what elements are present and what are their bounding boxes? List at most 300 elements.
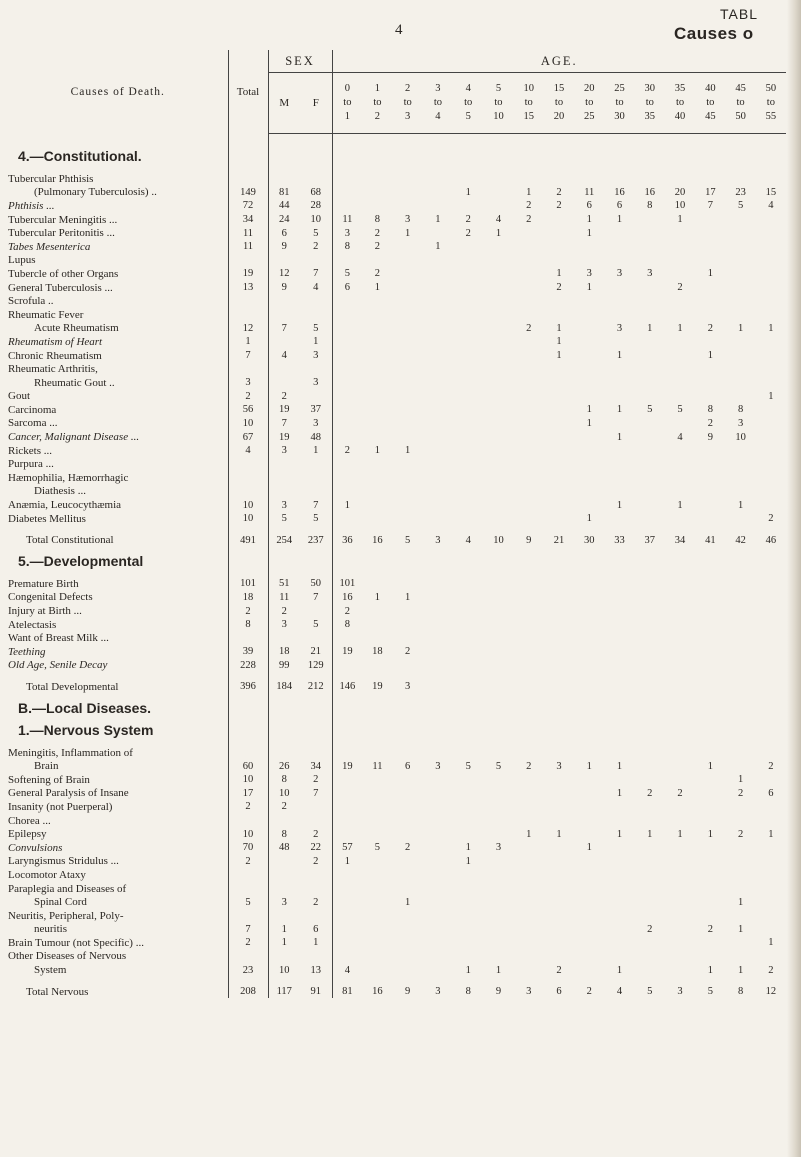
cell-value bbox=[228, 457, 268, 471]
cell-value bbox=[604, 281, 634, 295]
cell-value: 1 bbox=[586, 760, 592, 772]
cell-value bbox=[695, 909, 725, 923]
cell-value bbox=[544, 403, 574, 417]
cell-value bbox=[665, 226, 695, 240]
cell-value: 1 bbox=[707, 760, 713, 772]
cell-value bbox=[725, 471, 755, 485]
cell-value bbox=[635, 294, 665, 308]
cell-value bbox=[332, 814, 362, 828]
cell-value: 72 bbox=[228, 199, 268, 213]
cell-value: 2 bbox=[228, 800, 268, 814]
cell-value bbox=[695, 485, 725, 499]
cell-value bbox=[756, 591, 786, 605]
cell-value bbox=[756, 814, 786, 828]
cell-value bbox=[574, 172, 604, 186]
cell-value bbox=[604, 680, 634, 694]
cell-value bbox=[453, 335, 483, 349]
cell-value bbox=[756, 659, 786, 673]
cell-value bbox=[756, 841, 786, 855]
table-row bbox=[8, 759, 786, 773]
table-row bbox=[8, 827, 786, 841]
cell-value bbox=[604, 308, 634, 322]
cell-value: 4 bbox=[616, 986, 623, 998]
cell-value bbox=[423, 376, 453, 390]
cell-value bbox=[332, 199, 362, 213]
table-row bbox=[8, 963, 786, 977]
age-group-header bbox=[514, 73, 544, 134]
cell-value bbox=[756, 335, 786, 349]
cell-value: 1 bbox=[435, 241, 441, 253]
cell-value bbox=[665, 417, 695, 431]
cell-value bbox=[514, 631, 544, 645]
cell-value bbox=[635, 800, 665, 814]
cell-value bbox=[604, 417, 634, 431]
table-row bbox=[8, 814, 786, 828]
cause-label: Tubercular Peritonitis ... bbox=[8, 226, 228, 240]
cell-value bbox=[483, 485, 513, 499]
age-group-header bbox=[725, 73, 755, 134]
cell-value: 396 bbox=[228, 680, 268, 694]
cause-label: Rheumatism of Heart bbox=[8, 335, 228, 349]
cell-value bbox=[756, 882, 786, 896]
cell-value bbox=[544, 430, 574, 444]
cause-label: Meningitis, Inflammation of bbox=[8, 746, 228, 760]
cell-value bbox=[574, 335, 604, 349]
cell-value bbox=[423, 746, 453, 760]
cell-value bbox=[574, 773, 604, 787]
cell-value bbox=[604, 604, 634, 618]
cell-value: 21 bbox=[300, 645, 332, 659]
cell-value bbox=[695, 471, 725, 485]
cell-value: 57 bbox=[342, 842, 353, 854]
cell-value bbox=[604, 335, 634, 349]
cell-value bbox=[514, 417, 544, 431]
cell-value bbox=[483, 390, 513, 404]
cell-value bbox=[635, 281, 665, 295]
cell-value bbox=[574, 923, 604, 937]
cell-value bbox=[544, 226, 574, 240]
cell-value bbox=[756, 444, 786, 458]
cell-value bbox=[332, 827, 362, 841]
cause-label: Anæmia, Leucocythæmia bbox=[8, 498, 228, 512]
cell-value bbox=[665, 868, 695, 882]
cause-label: Carcinoma bbox=[8, 403, 228, 417]
cell-value bbox=[635, 362, 665, 376]
table-row bbox=[8, 457, 786, 471]
cell-value bbox=[635, 457, 665, 471]
cell-value bbox=[268, 882, 300, 896]
cell-value bbox=[544, 773, 574, 787]
cell-value bbox=[228, 814, 268, 828]
cell-value bbox=[423, 936, 453, 950]
cell-value bbox=[228, 746, 268, 760]
cell-value bbox=[268, 362, 300, 376]
cell-value: 6 bbox=[586, 200, 592, 212]
table-row bbox=[8, 855, 786, 869]
table-row bbox=[8, 895, 786, 909]
cell-value bbox=[332, 335, 362, 349]
cell-value: 1 bbox=[707, 828, 713, 840]
cell-value bbox=[695, 882, 725, 896]
cell-value: 5 bbox=[300, 322, 332, 336]
cell-value bbox=[423, 895, 453, 909]
cell-value bbox=[756, 308, 786, 322]
cell-value bbox=[544, 787, 574, 801]
cell-value bbox=[544, 444, 574, 458]
cell-value: 20 bbox=[674, 186, 686, 198]
cell-value bbox=[453, 909, 483, 923]
cell-value bbox=[544, 240, 574, 254]
cause-label: Gout bbox=[8, 390, 228, 404]
sex-header: SEX bbox=[268, 50, 332, 73]
cell-value bbox=[483, 403, 513, 417]
cell-value bbox=[574, 618, 604, 632]
cell-value: 228 bbox=[228, 659, 268, 673]
cell-value bbox=[544, 868, 574, 882]
cause-label: Softening of Brain bbox=[8, 773, 228, 787]
cell-value bbox=[725, 226, 755, 240]
cell-value bbox=[725, 267, 755, 281]
cell-value: 81 bbox=[342, 986, 353, 998]
cell-value bbox=[604, 773, 634, 787]
cell-value: 5 bbox=[495, 760, 502, 772]
cell-value bbox=[268, 950, 300, 964]
cell-value: 1 bbox=[586, 282, 592, 294]
cell-value bbox=[423, 254, 453, 268]
cell-value bbox=[604, 936, 634, 950]
cell-value: 146 bbox=[339, 681, 356, 693]
cell-value bbox=[604, 659, 634, 673]
cell-value bbox=[604, 618, 634, 632]
cell-value bbox=[756, 950, 786, 964]
cell-value bbox=[635, 390, 665, 404]
cell-value bbox=[453, 457, 483, 471]
cell-value bbox=[423, 172, 453, 186]
cell-value bbox=[332, 936, 362, 950]
cell-value: 13 bbox=[228, 281, 268, 295]
cell-value: 2 bbox=[281, 605, 287, 617]
cell-value: 11 bbox=[228, 226, 268, 240]
age-group-label: to bbox=[645, 97, 654, 108]
cell-value bbox=[423, 909, 453, 923]
cell-value: 5 bbox=[737, 200, 744, 212]
age-group-label: to bbox=[706, 97, 715, 108]
cell-value bbox=[635, 841, 665, 855]
cell-value bbox=[332, 294, 362, 308]
cell-value bbox=[574, 936, 604, 950]
cell-value: 2 bbox=[526, 214, 532, 226]
cell-value bbox=[514, 895, 544, 909]
cell-value bbox=[332, 787, 362, 801]
cell-value bbox=[514, 800, 544, 814]
cell-value: 5 bbox=[677, 404, 683, 416]
cell-value bbox=[665, 512, 695, 526]
cell-value: 3 bbox=[228, 376, 268, 390]
age-group-label: to bbox=[736, 97, 745, 108]
cell-value bbox=[393, 746, 423, 760]
cell-value: 3 bbox=[344, 227, 350, 239]
cell-value bbox=[695, 800, 725, 814]
page-edge bbox=[787, 0, 801, 1157]
cell-value: 10 bbox=[228, 773, 268, 787]
cell-value: 2 bbox=[737, 828, 744, 840]
cell-value bbox=[574, 827, 604, 841]
cell-value: 1 bbox=[677, 499, 683, 511]
cell-value: 6 bbox=[616, 200, 623, 212]
cell-value bbox=[300, 868, 332, 882]
cell-value bbox=[544, 909, 574, 923]
cell-value bbox=[544, 417, 574, 431]
cell-value bbox=[514, 444, 544, 458]
cell-value bbox=[483, 950, 513, 964]
cell-value bbox=[362, 349, 392, 363]
cell-value bbox=[483, 659, 513, 673]
table-row bbox=[8, 533, 786, 547]
cell-value bbox=[635, 882, 665, 896]
cell-value bbox=[756, 800, 786, 814]
age-group-label: to bbox=[554, 97, 564, 108]
cell-value bbox=[362, 430, 392, 444]
cell-value bbox=[514, 240, 544, 254]
cell-value bbox=[453, 294, 483, 308]
cell-value bbox=[228, 631, 268, 645]
age-group-label: 55 bbox=[765, 111, 777, 122]
cell-value bbox=[483, 417, 513, 431]
cause-label: Purpura ... bbox=[8, 457, 228, 471]
cell-value: 1 bbox=[647, 828, 653, 840]
cell-value: 15 bbox=[765, 186, 777, 198]
cell-value: 2 bbox=[228, 936, 268, 950]
cell-value bbox=[574, 390, 604, 404]
cell-value bbox=[300, 814, 332, 828]
cell-value: 5 bbox=[300, 226, 332, 240]
cell-value: 1 bbox=[344, 499, 350, 511]
cell-value bbox=[635, 773, 665, 787]
cell-value bbox=[362, 417, 392, 431]
cell-value bbox=[393, 868, 423, 882]
cell-value bbox=[756, 604, 786, 618]
cell-value bbox=[635, 349, 665, 363]
section-heading: 5.—Developmental bbox=[8, 547, 228, 569]
cell-value: 1 bbox=[374, 445, 381, 457]
cell-value bbox=[635, 759, 665, 773]
cause-label: Rickets ... bbox=[8, 444, 228, 458]
cell-value bbox=[635, 308, 665, 322]
age-group-label: to bbox=[615, 97, 624, 108]
cell-value bbox=[725, 841, 755, 855]
cell-value bbox=[574, 909, 604, 923]
cell-value bbox=[665, 841, 695, 855]
cell-value bbox=[725, 213, 755, 227]
cell-value: 4 bbox=[768, 200, 774, 212]
cell-value bbox=[544, 577, 574, 591]
cell-value bbox=[725, 390, 755, 404]
page-number: 4 bbox=[395, 22, 403, 38]
cell-value bbox=[756, 376, 786, 390]
cell-value: 19 bbox=[279, 431, 290, 443]
cell-value: 2 bbox=[677, 787, 683, 799]
cell-value bbox=[514, 254, 544, 268]
cell-value: 16 bbox=[614, 186, 625, 198]
cell-value bbox=[483, 645, 513, 659]
cell-value bbox=[514, 267, 544, 281]
cell-value bbox=[756, 868, 786, 882]
cell-value bbox=[423, 645, 453, 659]
age-group-header bbox=[756, 73, 786, 134]
cell-value: 5 bbox=[647, 404, 653, 416]
table-row bbox=[8, 800, 786, 814]
cell-value bbox=[453, 240, 483, 254]
cell-value: 9 bbox=[281, 241, 287, 253]
cell-value bbox=[332, 322, 362, 336]
cell-value: 129 bbox=[300, 659, 332, 673]
cell-value bbox=[635, 680, 665, 694]
cell-value: 1 bbox=[495, 227, 502, 239]
cell-value bbox=[393, 308, 423, 322]
cell-value bbox=[228, 909, 268, 923]
cell-value bbox=[423, 199, 453, 213]
cell-value bbox=[514, 659, 544, 673]
cell-value bbox=[544, 457, 574, 471]
cell-value bbox=[695, 645, 725, 659]
cell-value bbox=[514, 226, 544, 240]
cell-value bbox=[574, 322, 604, 336]
cause-label: Brain bbox=[8, 759, 228, 773]
cell-value bbox=[725, 444, 755, 458]
cell-value bbox=[423, 444, 453, 458]
cell-value bbox=[695, 457, 725, 471]
cell-value bbox=[268, 471, 300, 485]
cell-value: 6 bbox=[344, 282, 350, 294]
cell-value: 3 bbox=[405, 214, 411, 226]
cell-value bbox=[725, 909, 755, 923]
cell-value bbox=[514, 308, 544, 322]
cell-value: 99 bbox=[279, 659, 290, 671]
cause-label: Brain Tumour (not Specific) ... bbox=[8, 936, 228, 950]
cell-value bbox=[393, 773, 423, 787]
cell-value bbox=[362, 294, 392, 308]
cell-value bbox=[453, 199, 483, 213]
cell-value bbox=[393, 335, 423, 349]
cell-value: 1 bbox=[616, 431, 623, 443]
table-row bbox=[8, 213, 786, 227]
cell-value bbox=[514, 950, 544, 964]
cell-value: 2 bbox=[707, 322, 713, 334]
cell-value bbox=[695, 950, 725, 964]
cell-value bbox=[453, 362, 483, 376]
cell-value: 1 bbox=[616, 214, 623, 226]
cell-value bbox=[362, 950, 392, 964]
cell-value: 3 bbox=[677, 986, 683, 998]
cell-value bbox=[514, 362, 544, 376]
cell-value bbox=[604, 577, 634, 591]
cell-value bbox=[332, 746, 362, 760]
female-header: F bbox=[300, 73, 332, 134]
cause-label: Other Diseases of Nervous bbox=[8, 950, 228, 964]
cell-value bbox=[423, 294, 453, 308]
table-row bbox=[8, 577, 786, 591]
cell-value bbox=[574, 868, 604, 882]
table-row bbox=[8, 471, 786, 485]
cell-value bbox=[604, 855, 634, 869]
age-group-label: 45 bbox=[705, 111, 716, 122]
age-group-label: to bbox=[373, 97, 382, 108]
cell-value bbox=[423, 787, 453, 801]
cell-value bbox=[332, 800, 362, 814]
age-group-label: to bbox=[343, 97, 352, 108]
age-group-header bbox=[544, 73, 574, 134]
cell-value: 3 bbox=[300, 376, 332, 390]
cause-label: Injury at Birth ... bbox=[8, 604, 228, 618]
cause-label: Epilepsy bbox=[8, 827, 228, 841]
cell-value: 2 bbox=[465, 227, 471, 239]
cell-value bbox=[665, 680, 695, 694]
cell-value bbox=[635, 909, 665, 923]
cell-value bbox=[604, 645, 634, 659]
cell-value bbox=[635, 868, 665, 882]
cell-value bbox=[756, 773, 786, 787]
cause-label: Tubercular Meningitis ... bbox=[8, 213, 228, 227]
cell-value: 6 bbox=[556, 986, 562, 998]
cause-label: Total Nervous bbox=[8, 985, 228, 999]
cell-value bbox=[393, 498, 423, 512]
cell-value: 9 bbox=[281, 282, 287, 294]
cell-value bbox=[635, 814, 665, 828]
cell-value bbox=[423, 868, 453, 882]
cell-value bbox=[725, 936, 755, 950]
cell-value bbox=[483, 444, 513, 458]
cell-value bbox=[228, 294, 268, 308]
cell-value bbox=[514, 512, 544, 526]
cell-value: 16 bbox=[342, 591, 353, 603]
cell-value bbox=[362, 172, 392, 186]
cell-value bbox=[695, 773, 725, 787]
cell-value bbox=[483, 349, 513, 363]
cell-value bbox=[635, 895, 665, 909]
age-group-label: 45 bbox=[735, 83, 746, 94]
cell-value bbox=[574, 376, 604, 390]
cell-value: 1 bbox=[300, 335, 332, 349]
cell-value bbox=[393, 827, 423, 841]
cell-value: 7 bbox=[228, 923, 268, 937]
cell-value: 12 bbox=[279, 268, 290, 280]
cell-value bbox=[483, 172, 513, 186]
cell-value: 5 bbox=[405, 534, 411, 546]
cell-value: 8 bbox=[281, 828, 287, 840]
cell-value bbox=[604, 444, 634, 458]
cell-value bbox=[756, 226, 786, 240]
cell-value bbox=[665, 936, 695, 950]
cell-value: 1 bbox=[465, 842, 471, 854]
cause-label: Diabetes Mellitus bbox=[8, 512, 228, 526]
cell-value bbox=[604, 631, 634, 645]
cell-value: 5 bbox=[374, 842, 381, 854]
cell-value: 3 bbox=[300, 417, 332, 431]
cell-value: 1 bbox=[616, 964, 623, 976]
cell-value: 5 bbox=[647, 986, 653, 998]
cell-value bbox=[228, 254, 268, 268]
cell-value bbox=[514, 855, 544, 869]
cell-value: 70 bbox=[228, 841, 268, 855]
cell-value bbox=[544, 631, 574, 645]
cell-value bbox=[544, 471, 574, 485]
cell-value: 8 bbox=[344, 619, 350, 631]
cell-value: 2 bbox=[374, 268, 381, 280]
cell-value: 237 bbox=[300, 533, 332, 547]
cell-value: 10 bbox=[300, 213, 332, 227]
table-row bbox=[8, 403, 786, 417]
age-group-label: 2 bbox=[405, 83, 411, 94]
